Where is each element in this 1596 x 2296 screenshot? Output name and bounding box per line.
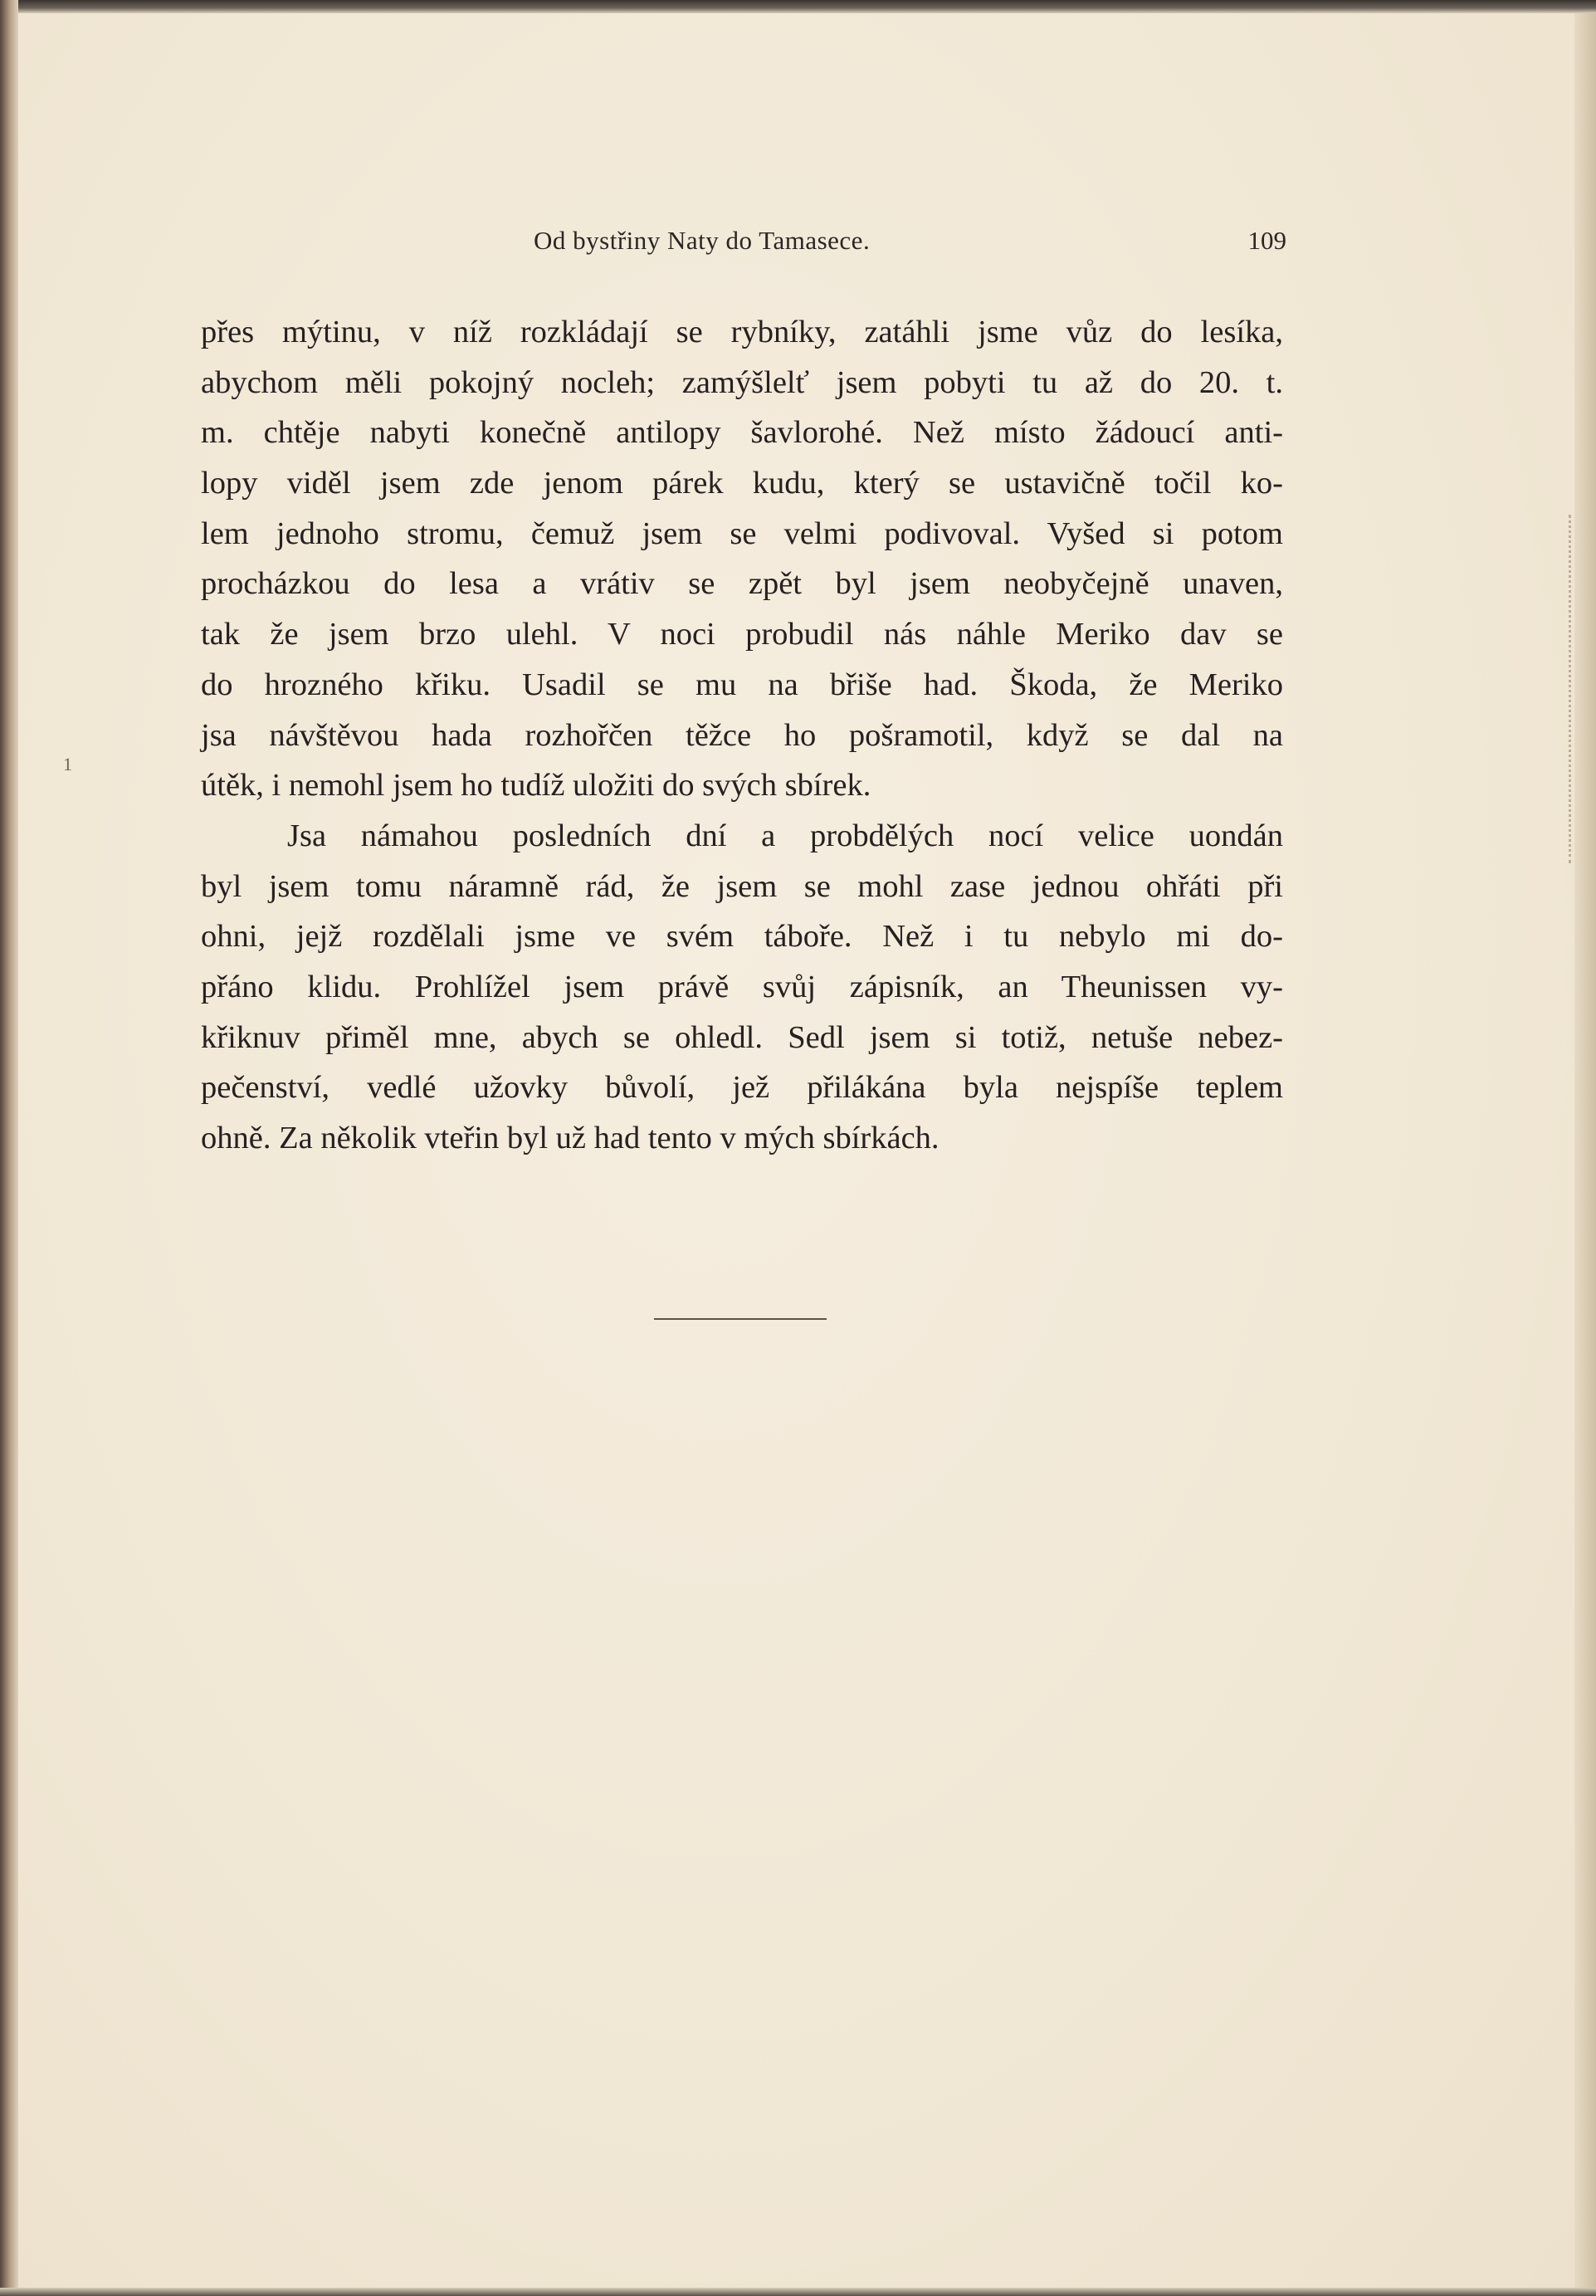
text-line: pečenství, vedlé užovky bůvolí, jež přilákána byla nejspíše teplem [201,1070,1283,1106]
text-line: přáno klidu. Prohlížel jsem právě svůj zápisník, an Theunissen vy- [201,969,1283,1004]
text-line: Jsa námahou posledních dní a probdělých nocí velice uondán [287,818,1283,853]
running-title: Od bystřiny Naty do Tamasece. [534,226,871,255]
page-edge-marks [1564,515,1571,863]
text-line: lem jednoho stromu, čemuž jsem se velmi podivoval. Vyšed si potom [201,515,1283,551]
text-line: přes mýtinu, v níž rozkládají se rybníky, zatáhli jsme vůz do lesíka, [201,315,1283,349]
text-line: procházkou do lesa a vrátiv se zpět byl jsem neobyčejně unaven, [201,566,1283,602]
book-gutter-edge [0,0,18,2296]
text-line: jsa návštěvou hada rozhořčen těžce ho pošramotil, když se dal na [201,717,1283,753]
page-number: 109 [1247,226,1286,255]
section-end-rule [654,1318,827,1320]
text-line: ohni, jejž rozdělali jsme ve svém táboře. Než i tu nebylo mi do- [201,919,1283,955]
text-line: lopy viděl jsem zde jenom párek kudu, který se ustavičně točil ko- [201,466,1283,501]
text-line: útěk, i nemohl jsem ho tudíž uložiti do svých sbírek. [201,768,871,804]
text-line: do hrozného křiku. Usadil se mu na břiše had. Škoda, že Meriko [201,667,1283,702]
scan-bottom-edge [0,2288,1596,2296]
text-line: byl jsem tomu náramně rád, že jsem se mohl zase jednou ohřáti při [201,868,1283,904]
page-right-edge [1574,13,1596,2288]
text-line: abychom měli pokojný nocleh; zamýšlelť jsem pobyti tu až do 20. t. [201,364,1283,400]
margin-mark: 1 [63,754,72,774]
page-header [199,222,1286,262]
paragraph-2 [201,811,1283,1164]
text-line: tak že jsem brzo ulehl. V noci probudil nás náhle Meriko dav se [201,617,1283,652]
scan-top-edge [0,0,1596,13]
text-line: křiknuv přiměl mne, abych se ohledl. Sedl jsem si totiž, netuše nebez- [201,1019,1283,1055]
paragraph-1 [201,307,1283,811]
text-line: m. chtěje nabyti konečně antilopy šavlorohé. Než místo žádoucí anti- [201,415,1283,451]
text-line: ohně. Za několik vteřin byl už had tento v mých sbírkách. [201,1121,940,1155]
body-text [201,307,1283,1164]
